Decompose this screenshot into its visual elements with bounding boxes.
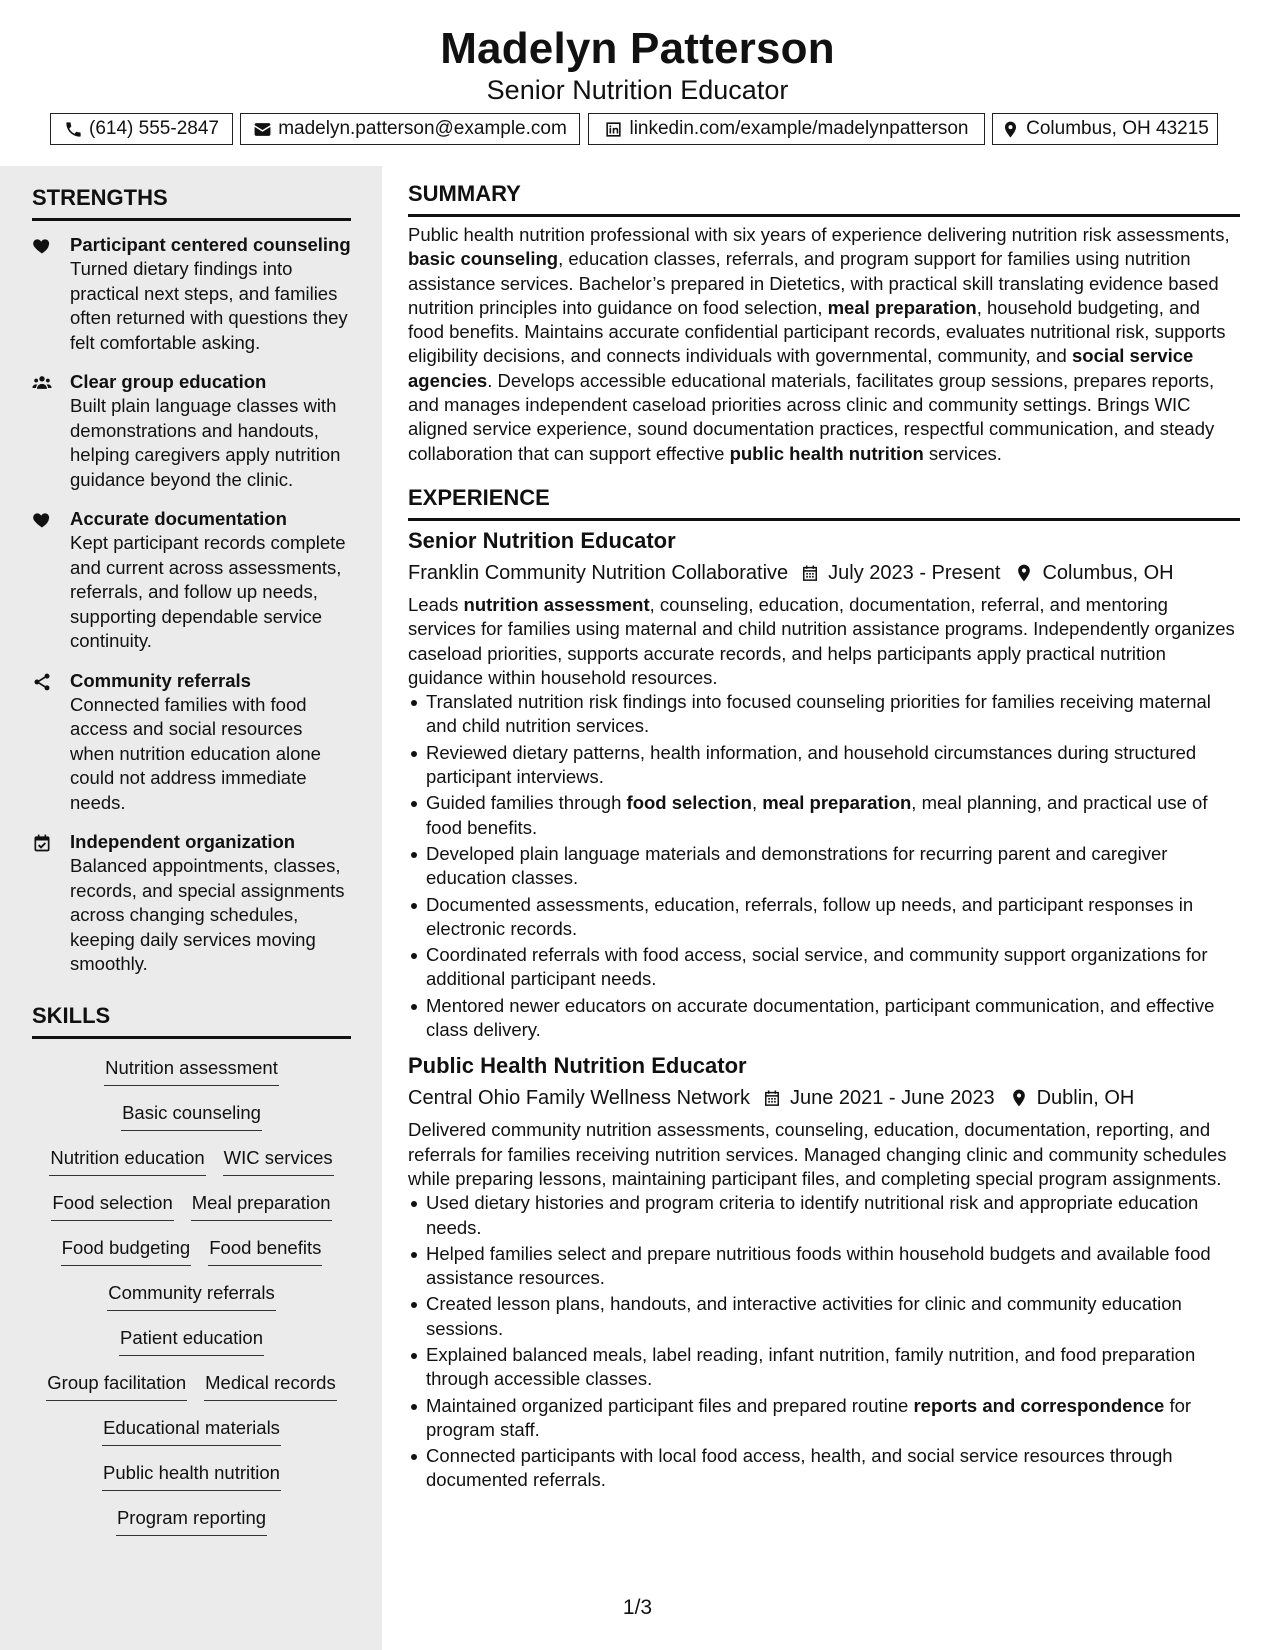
envelope-icon [253,120,272,139]
map-pin-icon [1001,120,1020,139]
skills-list [32,1055,351,1550]
job-organization: Central Ohio Family Wellness Network [408,1087,750,1110]
heart-icon [32,233,70,355]
strength-description: Turned dietary findings into practical next steps, and families often returned with questions they felt comfortable asking. [70,258,348,353]
candidate-title: Senior Nutrition Educator [486,75,789,105]
job-bullet: Created lesson plans, handouts, and interactive activities for clinic and community education sessions. [408,1292,1240,1341]
skills-heading: SKILLS [32,1003,111,1028]
skill-tag: WIC services [223,1145,334,1176]
skill-tag: Basic counseling [121,1100,262,1131]
job-bullet: Explained balanced meals, label reading, infant nutrition, family nutrition, and food preparation through accessible classes. [408,1343,1240,1392]
strength-item [32,233,351,355]
strength-description: Connected families with food access and social resources when nutrition education alone could not address immediate needs. [70,693,321,813]
skills-section [32,1002,351,1550]
skill-row [32,1370,351,1415]
skill-tag: Food selection [51,1190,173,1221]
strength-item [32,370,351,492]
strength-title: Accurate documentation [70,508,287,529]
skill-tag: Community referrals [107,1280,276,1311]
skill-tag: Public health nutrition [102,1460,281,1491]
section-divider [32,218,351,221]
section-divider [408,518,1240,521]
phone-icon [64,120,83,139]
job-bullet: Maintained organized participant files and prepared routine reports and correspondence for program staff. [408,1394,1240,1443]
job-bullets [408,1191,1240,1493]
experience-section [408,484,1240,1493]
group-icon [32,370,70,492]
job-organization: Franklin Community Nutrition Collaborative [408,561,789,584]
skill-row [32,1100,351,1145]
skill-tag: Nutrition assessment [104,1055,279,1086]
job-meta [408,559,1240,587]
linkedin-text: linkedin.com/example/madelynpatterson [629,118,969,139]
section-divider [408,214,1240,217]
skill-tag: Educational materials [102,1415,281,1446]
calendar-check-icon [32,830,70,977]
strength-item [32,669,351,816]
sidebar [0,166,382,1650]
job-list [408,527,1240,1493]
job-description: Leads nutrition assessment, counseling, education, documentation, referral, and mentoring services for families using maternal and child nutrition assistance programs. Independently organizes caseload priorities, supports accurate records, and helps participants apply practical nutrition guidance within household resources. [408,593,1235,688]
job-dates: June 2021 - June 2023 [789,1087,995,1110]
email-contact[interactable] [240,113,580,145]
strength-title: Community referrals [70,669,251,691]
skill-tag: Nutrition education [49,1145,205,1176]
skill-tag: Group facilitation [46,1370,187,1401]
strength-item [32,830,351,977]
job-dates: July 2023 - Present [828,561,1001,584]
calendar-icon [762,1088,782,1108]
location-text: Columbus, OH 43215 [1026,118,1209,139]
skill-row [32,1055,351,1100]
job-bullet: Coordinated referrals with food access, social service, and community support organizations for additional participant needs. [408,943,1240,992]
summary-text: Public health nutrition professional with six years of experience delivering nutrition risk assessments, basic counseling, education classes, referrals, and program support for families using nutrition assistance services. Bachelor’s prepared in Dietetics, with practical skill translating evidence based nutrition principles into guidance on food selection, meal preparation, household budgeting, and food benefits. Maintains accurate confidential participant records, evaluates nutritional risk, supports eligibility decisions, and connects individuals with governmental, community, and social service agencies. Develops accessible educational materials, facilitates group sessions, prepares reports, and manages independent caseload priorities across clinic and community settings. Brings WIC aligned service experience, sound documentation practices, respectful communication, and steady collaboration that can support effective public health nutrition services. [408,224,1230,464]
skill-row [32,1190,351,1235]
job-meta [408,1084,1240,1112]
skill-tag: Patient education [119,1325,264,1356]
map-pin-icon [1014,563,1034,583]
calendar-icon [800,563,820,583]
resume-header [0,22,1275,106]
contact-bar [0,113,1275,145]
strength-title: Independent organization [70,831,296,852]
job-bullet: Documented assessments, education, referrals, follow up needs, and participant responses in electronic records. [408,893,1240,942]
skill-row [32,1280,351,1325]
strengths-heading: STRENGTHS [32,185,168,210]
job-location: Dublin, OH [1036,1087,1135,1110]
skill-row [32,1325,351,1370]
main-column [408,180,1240,1495]
strength-item [32,507,351,654]
skill-tag: Meal preparation [191,1190,332,1221]
job-description: Delivered community nutrition assessments, counseling, education, documentation, reporting, and referrals for families receiving nutrition services. Managed changing clinic and community schedules while preparing lessons, maintaining participant files, and completing special program assignments. [408,1119,1227,1189]
job-bullet: Connected participants with local food access, health, and social service resources through documented referrals. [408,1444,1240,1493]
job-bullet: Used dietary histories and program criteria to identify nutritional risk and appropriate education needs. [408,1191,1240,1240]
linkedin-icon [604,120,623,139]
strength-title: Participant centered counseling [70,234,351,255]
job-bullet: Translated nutrition risk findings into focused counseling priorities for families receiving maternal and child nutrition services. [408,690,1240,739]
skill-row [32,1145,351,1190]
strength-description: Kept participant records complete and current across assessments, referrals, and follow up needs, supporting dependable service continuity. [70,532,346,651]
strength-description: Balanced appointments, classes, records, and special assignments across changing schedules, keeping daily services moving smoothly. [70,855,345,974]
job-title: Senior Nutrition Educator [408,527,676,553]
summary-section [408,180,1240,466]
job-entry [408,527,1240,1042]
strengths-list [32,233,351,977]
job-bullets [408,690,1240,1042]
skill-tag: Medical records [204,1370,337,1401]
skill-row [32,1415,351,1460]
skill-tag: Food benefits [208,1235,322,1266]
job-bullet: Mentored newer educators on accurate documentation, participant communication, and effective class delivery. [408,994,1240,1043]
experience-heading: EXPERIENCE [408,484,550,510]
share-icon [32,669,70,816]
job-location: Columbus, OH [1042,561,1174,584]
heart-icon [32,507,70,654]
strength-description: Built plain language classes with demonstrations and handouts, helping caregivers apply nutrition guidance beyond the clinic. [70,395,341,490]
skill-tag: Program reporting [116,1505,267,1536]
job-entry [408,1052,1240,1492]
skill-row [32,1505,351,1550]
job-title: Public Health Nutrition Educator [408,1053,747,1079]
linkedin-contact[interactable] [588,113,985,145]
map-pin-icon [1009,1088,1029,1108]
candidate-name: Madelyn Patterson [440,24,835,73]
skill-row [32,1235,351,1280]
phone-contact[interactable] [50,113,233,145]
job-bullet: Guided families through food selection, meal preparation, meal planning, and practical use of food benefits. [408,791,1240,840]
skill-row [32,1460,351,1505]
section-divider [32,1036,351,1039]
location-contact [992,113,1218,145]
page-number: 1/3 [622,1596,653,1619]
strength-title: Clear group education [70,371,267,392]
job-bullet: Developed plain language materials and demonstrations for recurring parent and caregiver education classes. [408,842,1240,891]
summary-heading: SUMMARY [408,181,521,206]
strengths-section [32,184,351,992]
email-text: madelyn.patterson@example.com [278,118,567,139]
job-bullet: Helped families select and prepare nutritious foods within household budgets and available food assistance resources. [408,1242,1240,1291]
phone-text: (614) 555-2847 [89,118,219,139]
job-bullet: Reviewed dietary patterns, health information, and household circumstances during structured participant interviews. [408,741,1240,790]
skill-tag: Food budgeting [61,1235,192,1266]
